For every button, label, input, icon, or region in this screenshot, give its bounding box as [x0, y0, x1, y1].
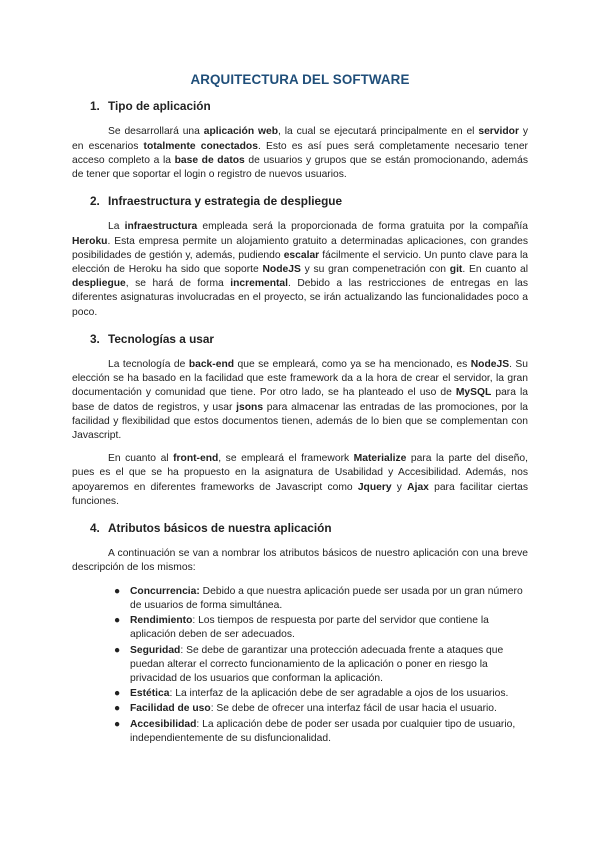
document-body: [72, 99, 528, 746]
text-run: , la cual se ejecutará principalmente en el: [278, 126, 479, 138]
section-heading: [90, 332, 528, 346]
paragraph: [72, 125, 528, 182]
text-run: para la parte del diseño, pues es el que se ha propuesto en la asignatura de Usabilidad y Accesibilidad. Además, nos apoyaremos en diferentes frameworks de Javascript como: [72, 453, 528, 493]
section-heading: [90, 521, 528, 535]
bold-text: base de datos: [174, 154, 245, 166]
text-run: La tecnología de: [108, 359, 189, 371]
bold-text: git: [449, 264, 463, 276]
text-run: para la base de datos de registros, y usar: [72, 387, 528, 413]
text-run: Se desarrollará una: [108, 126, 204, 138]
list-item: [114, 702, 528, 716]
text-run: y en escenarios: [72, 126, 528, 152]
section-number: 1.: [90, 99, 100, 114]
attribute-list: [72, 585, 528, 746]
text-run: y: [391, 481, 408, 493]
paragraph: [72, 547, 528, 575]
paragraph: [72, 358, 528, 443]
attribute-description: : Se debe de garantizar una protección adecuada frente a ataques que puedan alterar el correcto funcionamiento de la aplicación o poner en riesgo la privacidad de los usuarios que conforman la aplicación.: [130, 644, 504, 684]
bold-text: incremental: [230, 278, 289, 290]
attribute-description: Debido a que nuestra aplicación puede ser usada por un gran número de usuarios de forma simultánea.: [130, 585, 523, 611]
bold-text: aplicación web: [203, 126, 278, 138]
attribute-term: Concurrencia:: [130, 585, 200, 597]
bold-text: Heroku: [72, 235, 108, 247]
bold-text: servidor: [478, 126, 519, 138]
bold-text: Materialize: [353, 453, 407, 465]
list-item: [114, 585, 528, 613]
text-run: y su gran compenetración con: [300, 264, 450, 276]
document-title: ARQUITECTURA DEL SOFTWARE: [190, 72, 410, 87]
text-run: fácilmente el servicio. Un punto clave para la elección de Heroku ha sido que soporte: [72, 249, 529, 276]
section-heading-text: Atributos básicos de nuestra aplicación: [108, 521, 332, 536]
section-number: 3.: [90, 331, 100, 346]
text-run: En cuanto al: [108, 453, 174, 465]
text-run: para almacenar las entradas de las promociones, por la facilidad y flexibilidad que estos documentos tienen, además de lo bien que se complementan con Javascript.: [72, 401, 528, 442]
attribute-description: : Los tiempos de respuesta por parte del servidor que contiene la aplicación deben de ser adecuados.: [130, 615, 489, 641]
section-heading-text: Infraestructura y estrategia de despliegue: [108, 194, 343, 209]
text-run: empleada será la proporcionada de forma gratuita por la compañía: [197, 221, 528, 233]
list-item: [114, 614, 528, 642]
bold-text: NodeJS: [262, 264, 301, 276]
list-item: [114, 718, 528, 746]
bold-text: jsons: [236, 401, 264, 413]
attribute-term: Seguridad: [130, 644, 181, 656]
text-run: , se hará de forma: [125, 278, 231, 290]
bullet-icon: ●: [114, 688, 121, 700]
bold-text: infraestructura: [124, 221, 198, 233]
text-run: , se empleará el framework: [218, 453, 354, 465]
paragraph: [72, 452, 528, 509]
text-run: . Debido a las restricciones de entregas en las diferentes asignaturas involucradas en el proyecto, se irán actualizando las funcionalidades poco a poco.: [72, 278, 528, 318]
section-heading-text: Tecnologías a usar: [108, 331, 214, 346]
text-run: . Esta empresa permite un alojamiento gratuito a determinadas aplicaciones, con grandes posibilidades de gestión y, además, pudiendo: [72, 235, 528, 261]
attribute-term: Accesibilidad: [130, 718, 197, 730]
bullet-icon: ●: [114, 703, 121, 715]
list-item: [114, 644, 528, 687]
bullet-icon: ●: [114, 615, 121, 627]
section-heading: [90, 194, 528, 208]
attribute-term: Facilidad de uso: [130, 703, 211, 715]
list-item: [114, 687, 528, 701]
text-run: de usuarios y grupos que se están promocionando, además de tener que soportar el login o registro de nuevos usuarios.: [72, 154, 528, 181]
attribute-description: : La interfaz de la aplicación debe de ser agradable a ojos de los usuarios.: [169, 688, 509, 700]
bold-text: escalar: [283, 249, 320, 261]
bullet-icon: ●: [114, 718, 121, 730]
text-run: . Su elección se ha basado en la facilidad que este framework da a la hora de crear el servidor, la gran documentación y comunidad que tiene. Por otro lado, se ha planteado el uso de: [72, 359, 528, 399]
section-number: 4.: [90, 521, 100, 536]
document-page: [72, 70, 528, 747]
text-run: A continuación se van a nombrar los atributos básicos de nuestro aplicación con una breve descripción de los mismos:: [72, 548, 528, 574]
attribute-term: Estética: [130, 688, 170, 700]
paragraph: [72, 220, 528, 319]
bold-text: front-end: [173, 453, 219, 465]
text-run: para facilitar ciertas funciones.: [72, 481, 529, 507]
text-run: . En cuanto al: [462, 264, 528, 276]
bold-text: NodeJS: [470, 359, 510, 371]
bold-text: despliegue: [72, 278, 126, 290]
bold-text: Ajax: [407, 481, 429, 493]
bold-text: totalmente conectados: [143, 140, 258, 152]
section-heading-text: Tipo de aplicación: [108, 99, 211, 114]
bullet-icon: ●: [114, 644, 121, 656]
bold-text: Jquery: [357, 481, 392, 493]
bullet-icon: ●: [114, 585, 121, 597]
attribute-term: Rendimiento: [130, 615, 193, 627]
attribute-description: : La aplicación debe de poder ser usada por cualquier tipo de usuario, independientemente de su disfuncionalidad.: [130, 718, 516, 744]
bold-text: back-end: [188, 359, 235, 371]
text-run: La: [108, 221, 125, 233]
text-run: . Esto es así pues será completamente necesario tener acceso completo a la: [72, 140, 528, 166]
section-number: 2.: [90, 194, 100, 209]
text-run: que se empleará, como ya se ha mencionado, es: [234, 359, 471, 371]
section-heading: [90, 99, 528, 113]
attribute-description: : Se debe de ofrecer una interfaz fácil de usar hacia el usuario.: [210, 703, 497, 715]
bold-text: MySQL: [455, 387, 492, 399]
